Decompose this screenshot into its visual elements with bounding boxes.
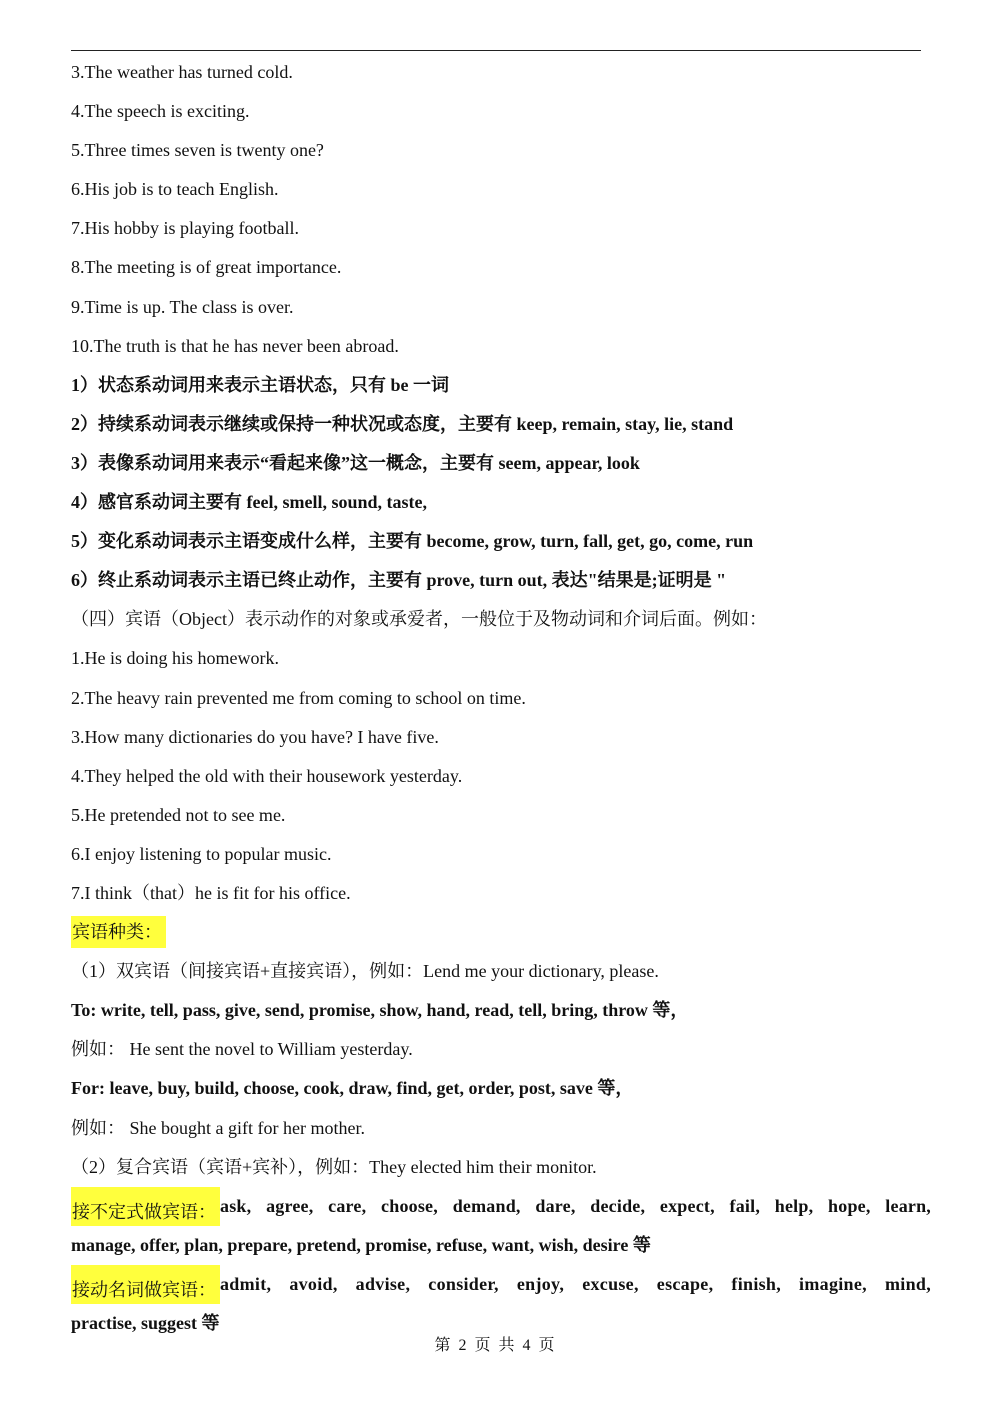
example-line: 5.He pretended not to see me. xyxy=(71,804,286,825)
example-line: 3.The weather has turned cold. xyxy=(71,62,293,82)
gerund-object-line xyxy=(71,1265,931,1304)
linking-verb-rule: 1）状态系动词用来表示主语状态，只有 be 一词 xyxy=(71,374,449,395)
infinitive-object-label: 接不定式做宾语： xyxy=(71,1187,220,1226)
object-types-heading-line xyxy=(71,913,931,952)
linking-verb-rule: 2）持续系动词表示继续或保持一种状况或态度，主要有 keep, remain, stay, lie, stand xyxy=(71,413,734,434)
infinitive-verbs: ask, agree, care, choose, demand, dare, decide, expect, fail, help, hope, learn, xyxy=(220,1195,931,1216)
object-types-heading: 宾语种类： xyxy=(71,916,166,948)
example-line: 5.Three times seven is twenty one? xyxy=(71,140,324,161)
example-line: 6.I enjoy listening to popular music. xyxy=(71,843,332,864)
example-line: 例如： He sent the novel to William yesterday. xyxy=(71,1039,413,1060)
example-line: 1.He is doing his homework. xyxy=(71,648,279,669)
document-page xyxy=(71,53,931,1343)
gerund-verbs-cont: practise, suggest 等 xyxy=(71,1313,220,1333)
example-line: 10.The truth is that he has never been abroad. xyxy=(71,335,399,356)
example-line: 4.The speech is exciting. xyxy=(71,101,250,122)
example-line: 例如： She bought a gift for her mother. xyxy=(71,1117,365,1138)
for-verbs-line: For: leave, buy, build, choose, cook, draw, find, get, order, post, save 等， xyxy=(71,1078,634,1099)
example-line: 7.His hobby is playing football. xyxy=(71,218,299,239)
header-rule xyxy=(71,50,921,51)
example-line: 9.Time is up. The class is over. xyxy=(71,296,294,317)
to-verbs-line: To: write, tell, pass, give, send, promise, show, hand, read, tell, bring, throw 等， xyxy=(71,1000,689,1021)
double-object-line: （1）双宾语（间接宾语+直接宾语），例如：Lend me your dictionary, please. xyxy=(71,961,659,982)
gerund-verbs: admit, avoid, advise, consider, enjoy, excuse, escape, finish, imagine, mind, xyxy=(220,1273,931,1294)
section-heading-object: （四）宾语（Object）表示动作的对象或承爱者，一般位于及物动词和介词后面。例如： xyxy=(71,609,767,630)
example-line: 4.They helped the old with their housework yesterday. xyxy=(71,765,463,786)
example-line: 8.The meeting is of great importance. xyxy=(71,257,342,278)
page-footer: 第 2 页 共 4 页 xyxy=(434,1337,557,1354)
linking-verb-rule: 3）表像系动词用来表示“看起来像”这一概念，主要有 seem, appear, look xyxy=(71,452,640,473)
example-line: 3.How many dictionaries do you have? I have five. xyxy=(71,726,439,747)
example-line: 6.His job is to teach English. xyxy=(71,179,279,200)
linking-verb-rule: 6）终止系动词表示主语已终止动作，主要有 prove, turn out, 表达"结果是;证明是 " xyxy=(71,570,727,591)
gerund-object-label: 接动名词做宾语： xyxy=(71,1265,220,1304)
linking-verb-rule: 5）变化系动词表示主语变成什么样，主要有 become, grow, turn, fall, get, go, come, run xyxy=(71,531,754,552)
linking-verb-rule: 4）感官系动词主要有 feel, smell, sound, taste, xyxy=(71,492,427,513)
example-line: 7.I think（that）he is fit for his office. xyxy=(71,882,351,903)
example-line: 2.The heavy rain prevented me from coming to school on time. xyxy=(71,687,526,708)
infinitive-object-line xyxy=(71,1187,931,1226)
complex-object-line: （2）复合宾语（宾语+宾补），例如：They elected him their monitor. xyxy=(71,1156,597,1177)
infinitive-verbs-cont: manage, offer, plan, prepare, pretend, promise, refuse, want, wish, desire 等 xyxy=(71,1234,651,1255)
